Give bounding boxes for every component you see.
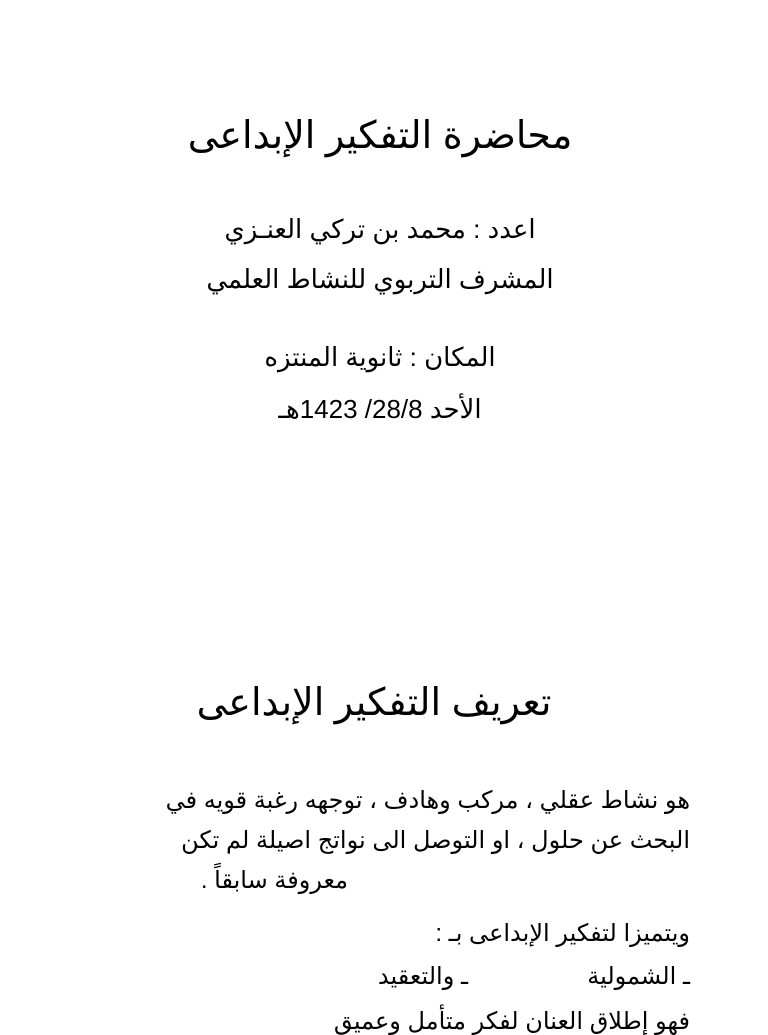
- feature-item-complexity: ـ والتعقيد: [377, 963, 468, 990]
- definition-line-1: هو نشاط عقلي ، مركب وهادف ، توجهه رغبة قويه في: [165, 787, 690, 814]
- author-line: اعدد : محمد بن تركي العنـزي: [224, 214, 536, 244]
- definition-line-3: معروفة سابقاً .: [200, 867, 348, 894]
- feature-item-comprehensiveness: ـ الشمولية: [587, 963, 690, 990]
- definition-title: تعريف التفكير الإبداعى: [196, 682, 552, 724]
- features-intro: ويتميزا لتفكير الإبداعى بـ :: [435, 920, 690, 947]
- place-line: المكان : ثانوية المنتزه: [264, 342, 496, 372]
- definition-line-2: البحث عن حلول ، او التوصل الى نواتج اصيلة لم تكن: [181, 827, 690, 854]
- cut-off-line: فهو إطلاق العنان لفكر متأمل وعميق: [333, 1008, 690, 1035]
- role-line: المشرف التربوي للنشاط العلمي: [206, 264, 554, 294]
- lecture-title: محاضرة التفكير الإبداعى: [187, 115, 573, 157]
- date-line: الأحد 28/8/ 1423هـ: [278, 394, 482, 424]
